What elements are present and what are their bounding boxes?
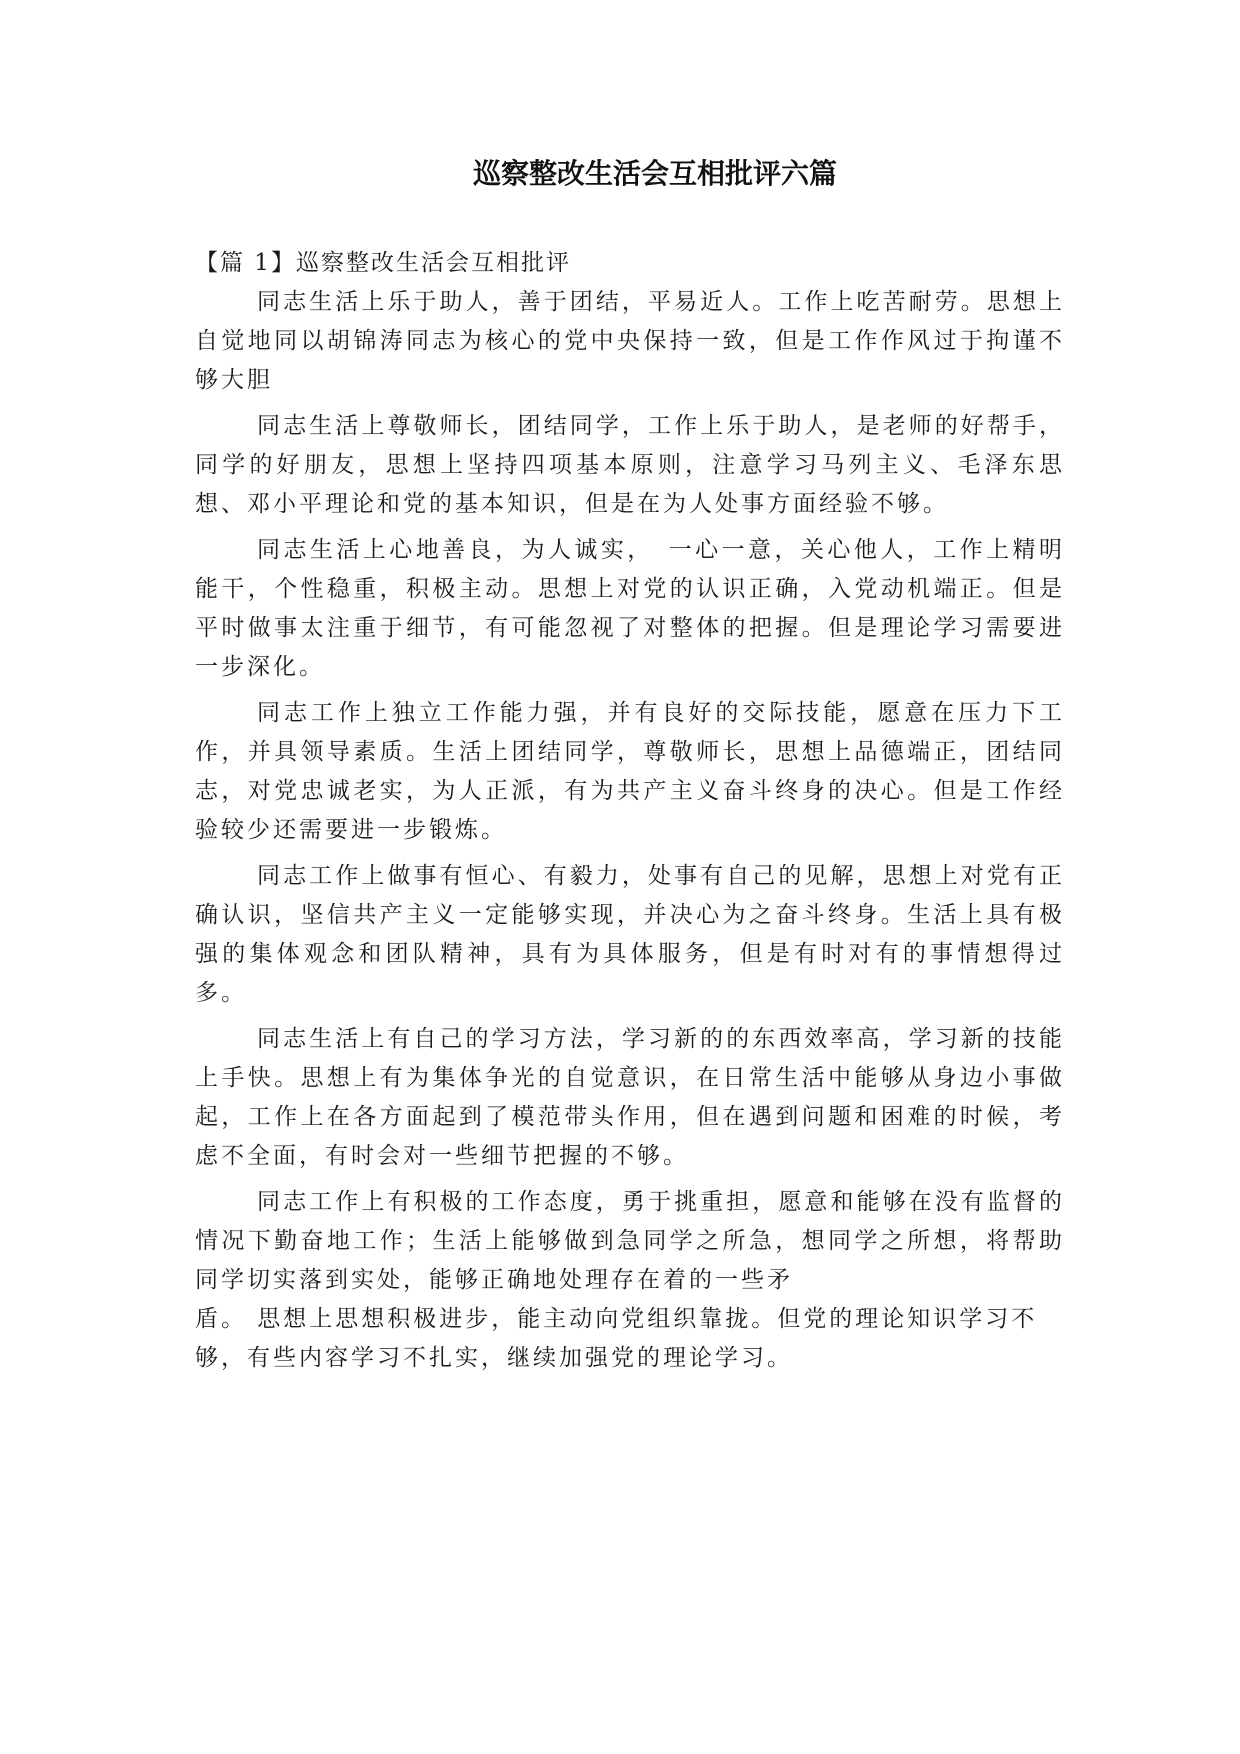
paragraph-4: 同志工作上独立工作能力强，并有良好的交际技能，愿意在压力下工作，并具领导素质。生活上团结同学，尊敬师长，思想上品德端正，团结同志，对党忠诚老实，为人正派，有为共产主义奋斗终身的决心。但是工作经验较少还需要进一步锻炼。 — [195, 700, 1065, 843]
paragraph-2: 同志生活上尊敬师长，团结同学，工作上乐于助人，是老师的好帮手，同学的好朋友，思想上坚持四项基本原则，注意学习马列主义、毛泽东思想、邓小平理论和党的基本知识，但是在为人处事方面经验不够。 — [195, 413, 1065, 517]
paragraph-5: 同志工作上做事有恒心、有毅力，处事有自己的见解，思想上对党有正确认识，坚信共产主义一定能够实现，并决心为之奋斗终身。生活上具有极强的集体观念和团队精神，具有为具体服务，但是有时对有的事情想得过多。 — [195, 863, 1065, 1006]
document-body — [195, 244, 1065, 1385]
section-heading: 【篇 1】巡察整改生活会互相批评 — [195, 250, 571, 276]
paragraph-7-final-line: 够，有些内容学习不扎实，继续加强党的理论学习。 — [195, 1345, 793, 1371]
document-title: 巡察整改生活会互相批评六篇 — [472, 157, 837, 190]
paragraph-3: 同志生活上心地善良，为人诚实， 一心一意，关心他人，工作上精明能干，个性稳重，积极主动。思想上对党的认识正确，入党动机端正。但是平时做事太注重于细节，有可能忽视了对整体的把握。但是理论学习需要进一步深化。 — [195, 537, 1065, 680]
paragraph-7-continued: 盾。 思想上思想积极进步，能主动向党组织靠拢。但党的理论知识学习不 — [195, 1306, 1038, 1332]
paragraph-1: 同志生活上乐于助人，善于团结，平易近人。工作上吃苦耐劳。思想上自觉地同以胡锦涛同志为核心的党中央保持一致，但是工作作风过于拘谨不够大胆 — [195, 289, 1065, 393]
paragraph-7: 同志工作上有积极的工作态度，勇于挑重担，愿意和能够在没有监督的情况下勤奋地工作；生活上能够做到急同学之所急，想同学之所想，将帮助同学切实落到实处，能够正确地处理存在着的一些矛 — [195, 1189, 1065, 1293]
paragraph-6: 同志生活上有自己的学习方法，学习新的的东西效率高，学习新的技能上手快。思想上有为集体争光的自觉意识，在日常生活中能够从身边小事做起，工作上在各方面起到了模范带头作用，但在遇到问题和困难的时候，考虑不全面，有时会对一些细节把握的不够。 — [195, 1026, 1065, 1169]
